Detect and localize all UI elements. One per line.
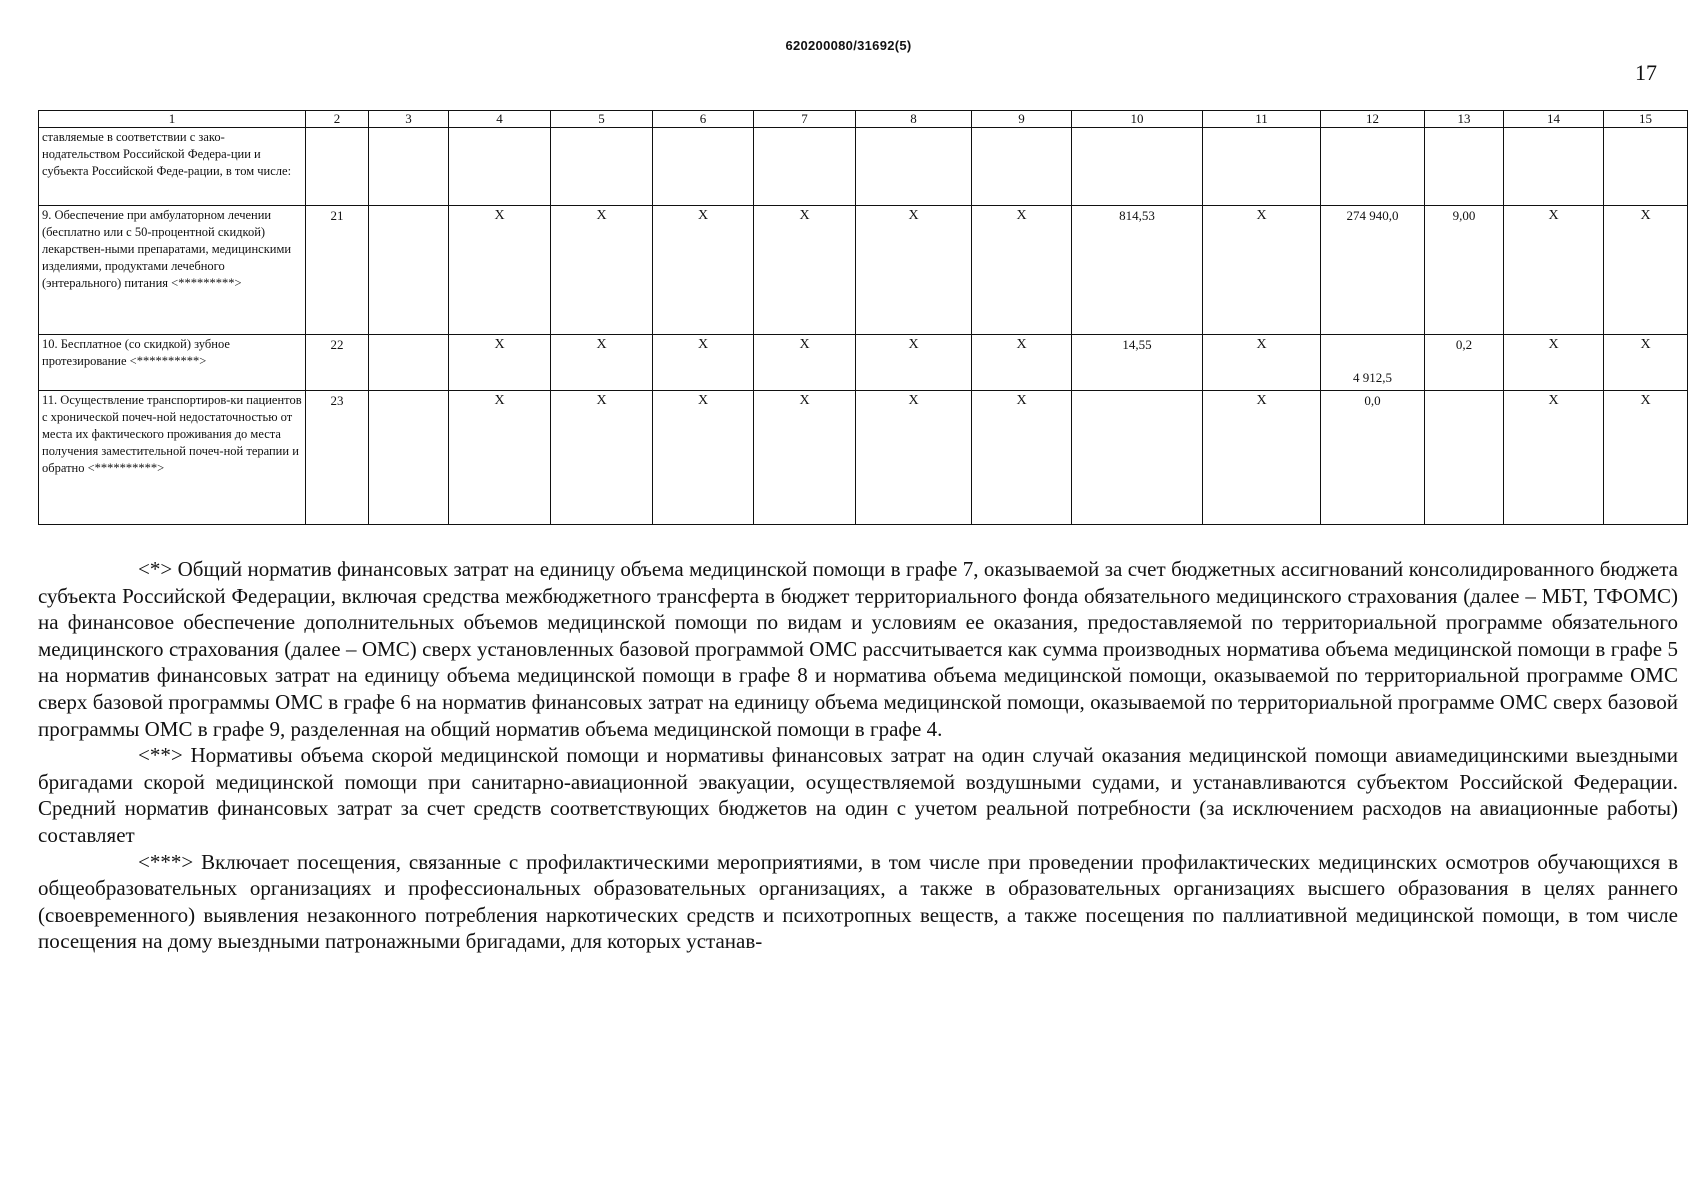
- column-header: 1: [39, 111, 306, 128]
- table-cell: X: [856, 335, 972, 391]
- table-cell: X: [1604, 335, 1688, 391]
- norms-table-wrapper: [38, 110, 1687, 525]
- table-cell: X: [972, 391, 1072, 525]
- table-cell: [306, 128, 369, 206]
- table-cell: 4 912,5: [1321, 335, 1425, 391]
- table-cell: [1072, 391, 1203, 525]
- table-cell: 23: [306, 391, 369, 525]
- column-header: 10: [1072, 111, 1203, 128]
- table-cell: X: [449, 335, 551, 391]
- table-row: [39, 128, 1688, 206]
- table-cell: 274 940,0: [1321, 206, 1425, 335]
- table-cell: X: [653, 391, 754, 525]
- footnote: <*> Общий норматив финансовых затрат на единицу объема медицинской помощи в графе 7, оказываемой за счет бюджетных ассигнований консолидированного бюджета субъекта Российской Федерации, включая средства межбюджетного трансферта в бюджет территориального фонда обязательного медицинского страхования (далее – МБТ, ТФОМС) на финансовое обеспечение дополнительных объемов медицинской помощи по видам и условиям ее оказания, предоставляемой по территориальной программе обязательного медицинского страхования (далее – ОМС) сверх установленных базовой программой ОМС рассчитывается как сумма производных норматива объема медицинской помощи в графе 5 на норматив финансовых затрат на единицу объема медицинской помощи в графе 8 и норматива объема медицинской помощи, оказываемой по территориальной программе ОМС сверх базовой программы ОМС в графе 6 на норматив финансовых затрат на единицу объема медицинской помощи, оказываемой по территориальной программе ОМС сверх базовой программы ОМС в графе 9, разделенная на общий норматив объема медицинской помощи в графе 4.: [38, 557, 1678, 741]
- footnote: <***> Включает посещения, связанные с профилактическими мероприятиями, в том числе при проведении профилактических медицинских осмотров обучающихся в общеобразовательных организациях и профессиональных образовательных организациях, а также в образовательных организациях высшего образования в целях раннего (своевременного) выявления незаконного потребления наркотических средств и психотропных веществ, а также посещения по паллиативной медицинской помощи, в том числе посещения на дому выездными патронажными бригадами, для которых устанав-: [38, 849, 1678, 954]
- table-cell: [653, 128, 754, 206]
- table-row: [39, 206, 1688, 335]
- table-header-row: [39, 111, 1688, 128]
- table-cell: [449, 128, 551, 206]
- table-cell: 14,55: [1072, 335, 1203, 391]
- table-cell: X: [856, 391, 972, 525]
- column-header: 12: [1321, 111, 1425, 128]
- table-cell: [1203, 128, 1321, 206]
- table-cell: [369, 128, 449, 206]
- column-header: 7: [754, 111, 856, 128]
- footnotes: [38, 556, 1678, 955]
- table-cell: 814,53: [1072, 206, 1203, 335]
- table-cell: X: [449, 391, 551, 525]
- table-cell: 9,00: [1425, 206, 1504, 335]
- table-cell: [1072, 128, 1203, 206]
- table-cell: 22: [306, 335, 369, 391]
- table-cell: X: [551, 335, 653, 391]
- table-cell: [1321, 128, 1425, 206]
- table-cell: 21: [306, 206, 369, 335]
- table-cell: [1425, 128, 1504, 206]
- column-header: 8: [856, 111, 972, 128]
- table-cell: X: [754, 335, 856, 391]
- norms-table: [38, 110, 1688, 525]
- table-cell: X: [754, 391, 856, 525]
- table-cell: X: [449, 206, 551, 335]
- table-cell: [1604, 128, 1688, 206]
- column-header: 6: [653, 111, 754, 128]
- page-number: 17: [1635, 60, 1657, 85]
- table-cell: X: [972, 206, 1072, 335]
- table-cell: X: [653, 206, 754, 335]
- table-row: [39, 391, 1688, 525]
- column-header: 3: [369, 111, 449, 128]
- table-cell: X: [754, 206, 856, 335]
- table-cell: [369, 391, 449, 525]
- table-cell: X: [1203, 206, 1321, 335]
- table-cell: X: [1203, 335, 1321, 391]
- table-cell: X: [551, 206, 653, 335]
- table-cell: [1504, 128, 1604, 206]
- table-cell: [551, 128, 653, 206]
- table-row: [39, 335, 1688, 391]
- table-cell: X: [1504, 335, 1604, 391]
- table-cell: 0,0: [1321, 391, 1425, 525]
- column-header: 11: [1203, 111, 1321, 128]
- table-cell: [369, 206, 449, 335]
- table-cell: X: [1504, 391, 1604, 525]
- table-cell: X: [551, 391, 653, 525]
- footnote: <**> Нормативы объема скорой медицинской помощи и нормативы финансовых затрат на один случай оказания медицинской помощи авиамедицинскими выездными бригадами скорой медицинской помощи при санитарно-авиационной эвакуации, осуществляемой воздушными судами, и устанавливаются субъектом Российской Федерации. Средний норматив финансовых затрат за счет средств соответствующих бюджетов на один с учетом реальной потребности (за исключением расходов на авиационные работы) составляет: [38, 743, 1678, 847]
- table-cell: X: [653, 335, 754, 391]
- column-header: 9: [972, 111, 1072, 128]
- column-header: 15: [1604, 111, 1688, 128]
- table-cell: X: [1504, 206, 1604, 335]
- table-cell: [369, 335, 449, 391]
- column-header: 2: [306, 111, 369, 128]
- row-description: 10. Бесплатное (со скидкой) зубное протезирование <**********>: [39, 335, 306, 391]
- row-description: 9. Обеспечение при амбулаторном лечении (бесплатно или с 50-процентной скидкой) лекарствен-ными препаратами, медицинскими изделиями, продуктами лечебного (энтерального) питания <*********>: [39, 206, 306, 335]
- column-header: 13: [1425, 111, 1504, 128]
- table-cell: [754, 128, 856, 206]
- document-code: 620200080/31692(5): [785, 38, 912, 53]
- table-cell: [856, 128, 972, 206]
- column-header: 14: [1504, 111, 1604, 128]
- table-cell: [972, 128, 1072, 206]
- table-cell: X: [972, 335, 1072, 391]
- table-cell: X: [856, 206, 972, 335]
- column-header: 5: [551, 111, 653, 128]
- row-description: 11. Осуществление транспортиров-ки пациентов с хронической почеч-ной недостаточностью от места их фактического проживания до места получения заместительной почеч-ной терапии и обратно <**********>: [39, 391, 306, 525]
- row-description: ставляемые в соответствии с зако-нодательством Российской Федера-ции и субъекта Российской Феде-рации, в том числе:: [39, 128, 306, 206]
- table-cell: 0,2: [1425, 335, 1504, 391]
- column-header: 4: [449, 111, 551, 128]
- table-cell: X: [1203, 391, 1321, 525]
- table-cell: [1425, 391, 1504, 525]
- table-cell: X: [1604, 391, 1688, 525]
- table-cell: X: [1604, 206, 1688, 335]
